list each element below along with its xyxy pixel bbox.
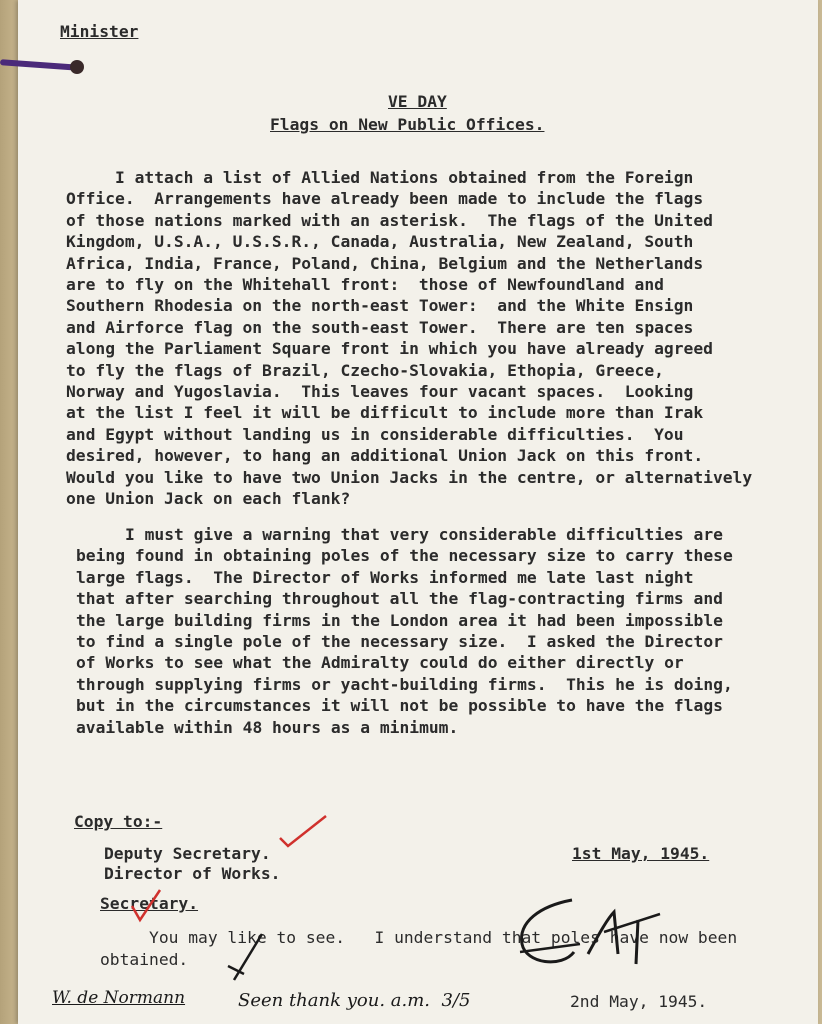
body-line: along the Parliament Square front in which you have already agreed: [66, 339, 713, 359]
body-line: but in the circumstances it will not be possible to have the flags: [76, 696, 723, 716]
handwritten-initials-signature: [500, 892, 670, 992]
copy-recipient-2: Director of Works.: [104, 864, 281, 883]
title-line1: VE DAY: [388, 92, 447, 111]
body-line: through supplying firms or yacht-building firms. This he is doing,: [76, 674, 733, 694]
body-line: I attach a list of Allied Nations obtained from the Foreign: [66, 168, 694, 187]
treasury-tag-knot: [70, 60, 84, 74]
body-line: Africa, India, France, Poland, China, Belgium and the Netherlands: [66, 253, 704, 273]
handwritten-signature-left: W. de Normann: [52, 988, 186, 1008]
body-line: are to fly on the Whitehall front: those of Newfoundland and: [66, 275, 664, 295]
red-tick-mark-icon: [280, 812, 340, 852]
body-line: that after searching throughout all the flag-contracting firms and: [76, 589, 723, 609]
title-line2: Flags on New Public Offices.: [270, 115, 545, 134]
secretary-note-line2: obtained.: [100, 950, 189, 969]
body-line: of those nations marked with an asterisk. The flags of the United: [66, 210, 713, 230]
copy-to-label: Copy to:-: [74, 812, 163, 831]
secretary-note-line1: You may like to see. I understand that poles have now been: [100, 928, 738, 947]
secretary-date: 2nd May, 1945.: [570, 992, 708, 1011]
body-line: and Egypt without landing us in considerable difficulties. You: [66, 424, 684, 444]
body-line: Southern Rhodesia on the north-east Tower: and the White Ensign: [66, 296, 694, 316]
body-line: available within 48 hours as a minimum.: [76, 717, 459, 737]
copy-recipient-1: Deputy Secretary.: [104, 844, 271, 863]
body-line: Office. Arrangements have already been made to include the flags: [66, 189, 704, 209]
handwritten-annotation: Seen thank you. a.m. 3/5: [238, 990, 471, 1011]
copy-date: 1st May, 1945.: [572, 844, 710, 863]
body-line: being found in obtaining poles of the necessary size to carry these: [76, 546, 733, 566]
body-line: at the list I feel it will be difficult to include more than Irak: [66, 403, 704, 423]
body-line: one Union Jack on each flank?: [66, 489, 351, 509]
ink-stroke-icon: [214, 930, 274, 990]
body-line: and Airforce flag on the south-east Tower. There are ten spaces: [66, 317, 694, 337]
body-line: to fly the flags of Brazil, Czecho-Slovakia, Ethopia, Greece,: [66, 360, 664, 380]
body-line: Norway and Yugoslavia. This leaves four vacant spaces. Looking: [66, 382, 694, 402]
body-line: desired, however, to hang an additional Union Jack on this front.: [66, 446, 704, 466]
paragraph-1: [66, 167, 752, 510]
paragraph-2: [76, 524, 733, 738]
secretary-label: Secretary.: [100, 894, 199, 913]
body-line: the large building firms in the London area it had been impossible: [76, 610, 723, 630]
body-line: of Works to see what the Admiralty could do either directly or: [76, 653, 684, 673]
document-page: [18, 0, 818, 1024]
body-line: Kingdom, U.S.A., U.S.S.R., Canada, Australia, New Zealand, South: [66, 232, 694, 252]
body-line: I must give a warning that very considerable difficulties are: [76, 525, 723, 544]
body-line: Would you like to have two Union Jacks in the centre, or alternatively: [66, 467, 753, 487]
body-line: to find a single pole of the necessary size. I asked the Director: [76, 632, 723, 652]
body-line: large flags. The Director of Works informed me late last night: [76, 567, 694, 587]
red-tick-mark-icon: [130, 884, 170, 924]
addressee: Minister: [60, 22, 139, 41]
